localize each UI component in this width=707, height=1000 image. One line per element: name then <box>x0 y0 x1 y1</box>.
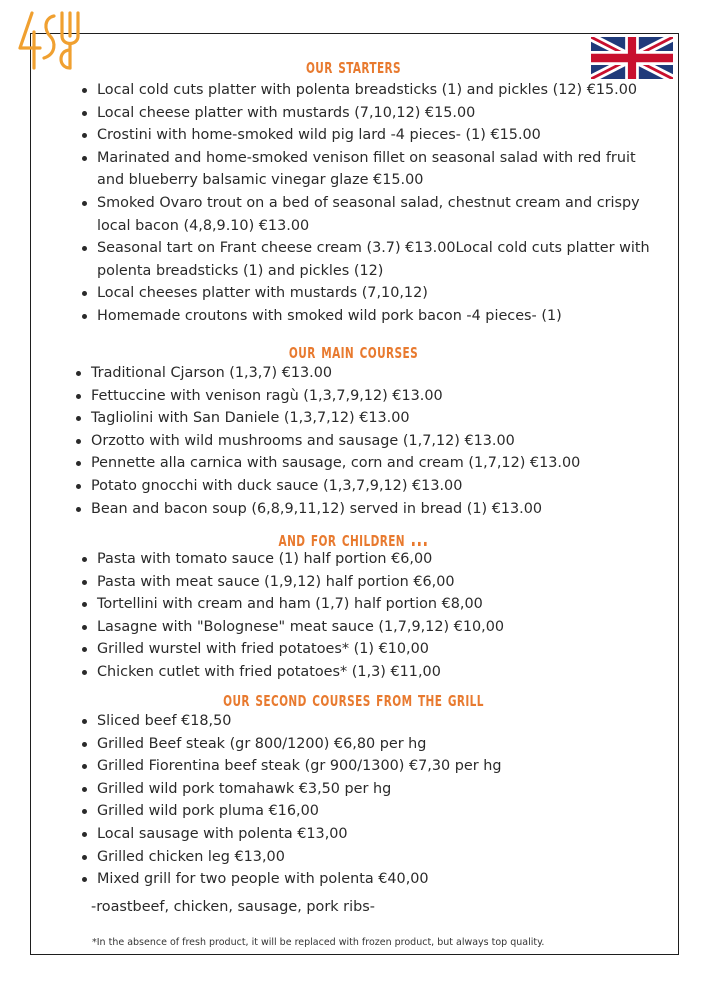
menu-item: Traditional Cjarson (1,3,7) €13.00 <box>91 362 651 385</box>
section-title-grill: our second courses from the grill <box>223 687 484 711</box>
menu-item: Tortellini with cream and ham (1,7) half portion €8,00 <box>97 593 657 616</box>
menu-item: Local cheeses platter with mustards (7,10,12) <box>97 282 657 305</box>
menu-item: Tagliolini with San Daniele (1,3,7,12) €13.00 <box>91 407 651 430</box>
menu-item: Grilled chicken leg €13,00 <box>97 846 657 869</box>
menu-item: Pennette alla carnica with sausage, corn and cream (1,7,12) €13.00 <box>91 452 651 475</box>
menu-item: Smoked Ovaro trout on a bed of seasonal salad, chestnut cream and crispy local bacon (4,8,9.10) €13.00 <box>97 192 657 237</box>
menu-item: Grilled Beef steak (gr 800/1200) €6,80 per hg <box>97 733 657 756</box>
menu-item: Grilled wild pork tomahawk €3,50 per hg <box>97 778 657 801</box>
menu-item: Orzotto with wild mushrooms and sausage (1,7,12) €13.00 <box>91 430 651 453</box>
menu-item: Sliced beef €18,50 <box>97 710 657 733</box>
section-title-starters: our starters <box>305 54 402 78</box>
menu-item: Fettuccine with venison ragù (1,3,7,9,12) €13.00 <box>91 385 651 408</box>
fork-logo-icon <box>10 10 80 72</box>
starters-list <box>97 79 657 328</box>
menu-item: Potato gnocchi with duck sauce (1,3,7,9,12) €13.00 <box>91 475 651 498</box>
menu-item: Local sausage with polenta €13,00 <box>97 823 657 846</box>
menu-item: Mixed grill for two people with polenta €40,00 <box>97 868 657 891</box>
menu-item: Crostini with home-smoked wild pig lard -4 pieces- (1) €15.00 <box>97 124 657 147</box>
main-courses-list <box>91 362 651 520</box>
grill-list <box>97 710 657 891</box>
section-title-children: and for children ... <box>278 527 429 551</box>
menu-item: Homemade croutons with smoked wild pork bacon -4 pieces- (1) <box>97 305 657 328</box>
menu-item: Grilled Fiorentina beef steak (gr 900/1300) €7,30 per hg <box>97 755 657 778</box>
menu-item: Marinated and home-smoked venison fillet on seasonal salad with red fruit and blueberry balsamic vinegar glaze €15.00 <box>97 147 657 192</box>
menu-item: Grilled wild pork pluma €16,00 <box>97 800 657 823</box>
menu-item: Pasta with meat sauce (1,9,12) half portion €6,00 <box>97 571 657 594</box>
menu-item: Lasagne with "Bolognese" meat sauce (1,7,9,12) €10,00 <box>97 616 657 639</box>
footnote: *In the absence of fresh product, it will be replaced with frozen product, but always top quality. <box>92 937 545 948</box>
menu-item: Pasta with tomato sauce (1) half portion €6,00 <box>97 548 657 571</box>
children-list <box>97 548 657 684</box>
menu-item: Chicken cutlet with fried potatoes* (1,3) €11,00 <box>97 661 657 684</box>
menu-item: Local cold cuts platter with polenta breadsticks (1) and pickles (12) €15.00 <box>97 79 657 102</box>
section-title-main-courses: our main courses <box>288 339 419 363</box>
mixed-grill-details: -roastbeef, chicken, sausage, pork ribs- <box>91 899 375 915</box>
menu-item: Local cheese platter with mustards (7,10,12) €15.00 <box>97 102 657 125</box>
menu-item: Seasonal tart on Frant cheese cream (3.7) €13.00Local cold cuts platter with polenta breadsticks (1) and pickles (12) <box>97 237 657 282</box>
menu-item: Grilled wurstel with fried potatoes* (1) €10,00 <box>97 638 657 661</box>
menu-item: Bean and bacon soup (6,8,9,11,12) served in bread (1) €13.00 <box>91 498 651 521</box>
